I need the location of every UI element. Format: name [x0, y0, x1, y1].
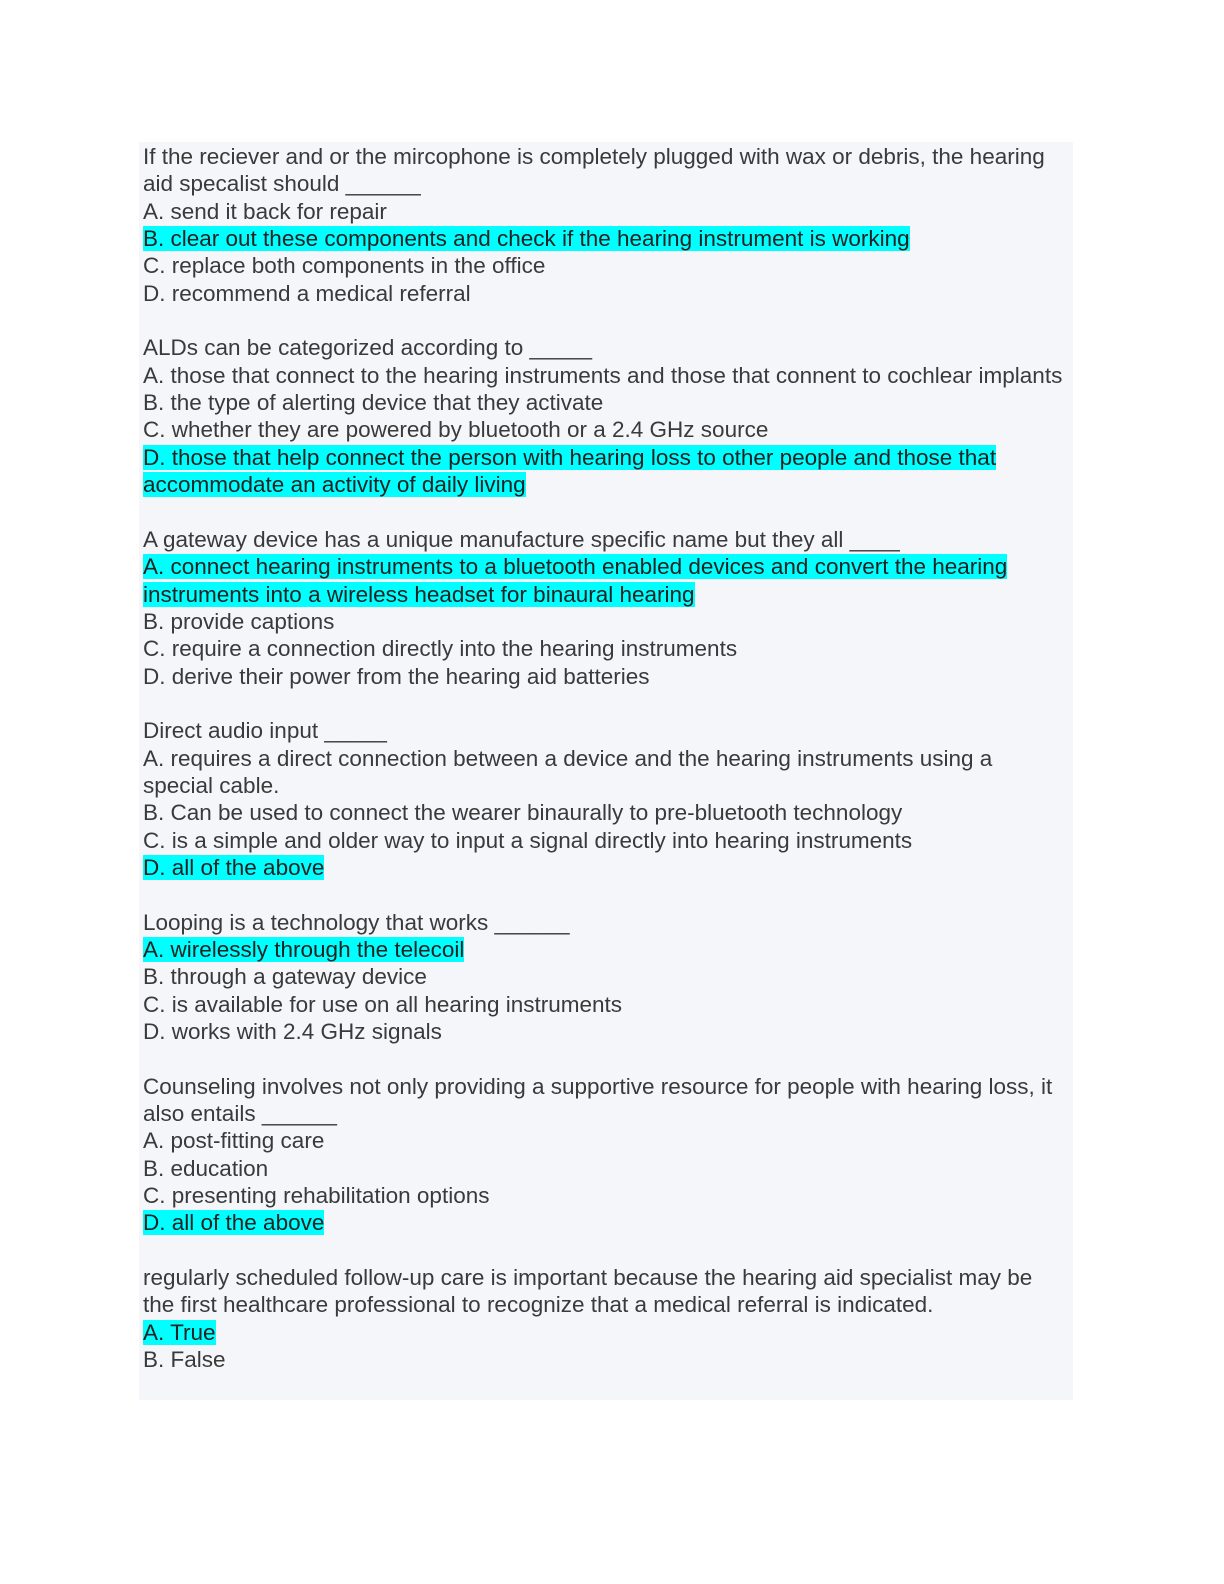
question-block: [143, 909, 1068, 1046]
question-block: [143, 1073, 1068, 1237]
answer-option: D. works with 2.4 GHz signals: [143, 1019, 442, 1044]
answer-option: B. provide captions: [143, 608, 335, 634]
question-prompt: Counseling involves not only providing a supportive resource for people with hearing loss, it also entails ______: [143, 1073, 1053, 1127]
answer-option: B. education: [143, 1155, 269, 1181]
answer-option: C. presenting rehabilitation options: [143, 1183, 490, 1209]
answer-option: A. send it back for repair: [143, 198, 387, 224]
answer-option-correct: [143, 444, 1068, 499]
question-prompt: A gateway device has a unique manufacture specific name but they all ____: [143, 526, 900, 552]
answer-option: B. through a gateway device: [143, 964, 427, 990]
answer-option: A. those that connect to the hearing instruments and those that connent to cochlear implants: [143, 362, 1063, 388]
question-prompt: regularly scheduled follow-up care is important because the hearing aid specialist may be the first healthcare professional to recognize that a medical referral is indicated.: [143, 1265, 1033, 1318]
answer-option: D. derive their power from the hearing aid batteries: [143, 663, 650, 689]
question-prompt: ALDs can be categorized according to _____: [143, 335, 593, 361]
question-block: [143, 334, 1068, 498]
answer-option-correct: [143, 936, 1068, 963]
answer-highlight: A. wirelessly through the telecoil: [143, 936, 465, 962]
answer-option: B. Can be used to connect the wearer binaurally to pre-bluetooth technology: [143, 800, 903, 826]
question-list: [143, 143, 1068, 1373]
answer-highlight: B. clear out these components and check if the hearing instrument is working: [143, 226, 910, 252]
answer-option: C. require a connection directly into the hearing instruments: [143, 636, 738, 662]
answer-option: C. is available for use on all hearing instruments: [143, 991, 622, 1017]
answer-option-correct: [143, 854, 1068, 881]
answer-option: A. post-fitting care: [143, 1128, 325, 1154]
answer-option: B. the type of alerting device that they activate: [143, 390, 604, 416]
question-prompt: Looping is a technology that works ______: [143, 909, 570, 935]
answer-option: C. is a simple and older way to input a signal directly into hearing instruments: [143, 827, 913, 853]
answer-highlight: D. all of the above: [143, 1210, 325, 1236]
answer-option-correct: [143, 225, 1068, 252]
question-prompt: If the reciever and or the mircophone is completely plugged with wax or debris, the hearing aid specalist should ______: [143, 144, 1045, 197]
answer-highlight: D. those that help connect the person with hearing loss to other people and those that accommodate an activity of daily living: [143, 444, 997, 498]
answer-option: C. whether they are powered by bluetooth or a 2.4 GHz source: [143, 417, 769, 443]
answer-option: A. requires a direct connection between a device and the hearing instruments using a special cable.: [143, 745, 993, 798]
answer-option-correct: [143, 1319, 1068, 1346]
answer-highlight: D. all of the above: [143, 854, 325, 880]
answer-option: C. replace both components in the office: [143, 253, 546, 279]
answer-option: D. recommend a medical referral: [143, 280, 471, 306]
answer-highlight: A. connect hearing instruments to a bluetooth enabled devices and convert the hearing instruments into a wireless headset for binaural hearing: [143, 554, 1008, 607]
answer-option-correct: [143, 553, 1068, 608]
question-block: [143, 1264, 1068, 1373]
answer-option: B. False: [143, 1347, 226, 1373]
answer-option-correct: [143, 1209, 1068, 1236]
question-block: [143, 526, 1068, 690]
question-block: [143, 143, 1068, 307]
question-block: [143, 717, 1068, 881]
answer-highlight: A. True: [143, 1319, 216, 1345]
question-prompt: Direct audio input _____: [143, 718, 387, 744]
